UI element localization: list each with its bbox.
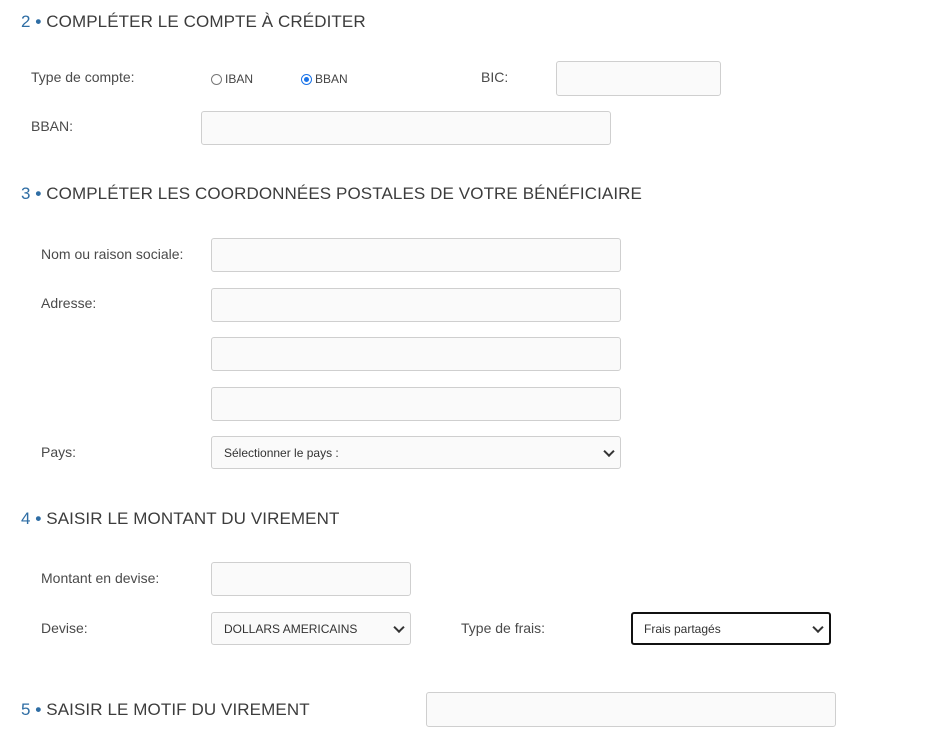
amount-label: Montant en devise:	[41, 570, 160, 586]
fees-label: Type de frais:	[461, 620, 546, 636]
radio-iban-label: IBAN	[225, 72, 254, 86]
bban-label: BBAN:	[31, 118, 74, 134]
chevron-down-icon	[812, 621, 823, 632]
section-number: 3	[21, 184, 31, 203]
section-title-text: COMPLÉTER LES COORDONNÉES POSTALES DE VOTRE BÉNÉFICIAIRE	[46, 184, 642, 203]
section-2-title	[21, 12, 366, 32]
section-4-title	[21, 509, 339, 529]
address-line-1-input[interactable]	[211, 288, 621, 322]
country-label: Pays:	[41, 444, 77, 460]
section-title-text: SAISIR LE MOTIF DU VIREMENT	[46, 700, 310, 719]
currency-select[interactable]	[211, 612, 411, 645]
bban-input[interactable]	[201, 111, 611, 145]
bic-label: BIC:	[481, 69, 509, 85]
radio-iban[interactable]	[211, 72, 253, 86]
chevron-down-icon	[603, 445, 614, 456]
radio-iban-icon[interactable]	[211, 74, 222, 85]
bullet-icon: •	[35, 509, 42, 528]
radio-bban[interactable]	[301, 72, 348, 86]
section-number: 5	[21, 700, 31, 719]
country-select[interactable]	[211, 436, 621, 469]
section-number: 4	[21, 509, 31, 528]
name-label: Nom ou raison sociale:	[41, 246, 184, 262]
fees-select[interactable]	[631, 612, 831, 645]
address-line-3-input[interactable]	[211, 387, 621, 421]
section-5-title	[21, 700, 310, 720]
section-title-text: SAISIR LE MONTANT DU VIREMENT	[46, 509, 340, 528]
radio-bban-label: BBAN	[315, 72, 348, 86]
section-number: 2	[21, 12, 31, 31]
country-select-value: Sélectionner le pays :	[224, 445, 339, 460]
currency-label: Devise:	[41, 620, 88, 636]
fees-select-value: Frais partagés	[644, 621, 721, 636]
bullet-icon: •	[35, 184, 42, 203]
bullet-icon: •	[35, 700, 42, 719]
section-3-title	[21, 184, 642, 204]
currency-select-value: DOLLARS AMERICAINS	[224, 621, 358, 636]
radio-bban-icon[interactable]	[301, 74, 312, 85]
address-label: Adresse:	[41, 295, 97, 311]
section-title-text: COMPLÉTER LE COMPTE À CRÉDITER	[46, 12, 366, 31]
chevron-down-icon	[393, 621, 404, 632]
name-input[interactable]	[211, 238, 621, 272]
bic-input[interactable]	[556, 61, 721, 96]
bullet-icon: •	[35, 12, 42, 31]
account-type-label: Type de compte:	[31, 69, 135, 85]
amount-input[interactable]	[211, 562, 411, 596]
transfer-reason-input[interactable]	[426, 692, 836, 727]
address-line-2-input[interactable]	[211, 337, 621, 371]
